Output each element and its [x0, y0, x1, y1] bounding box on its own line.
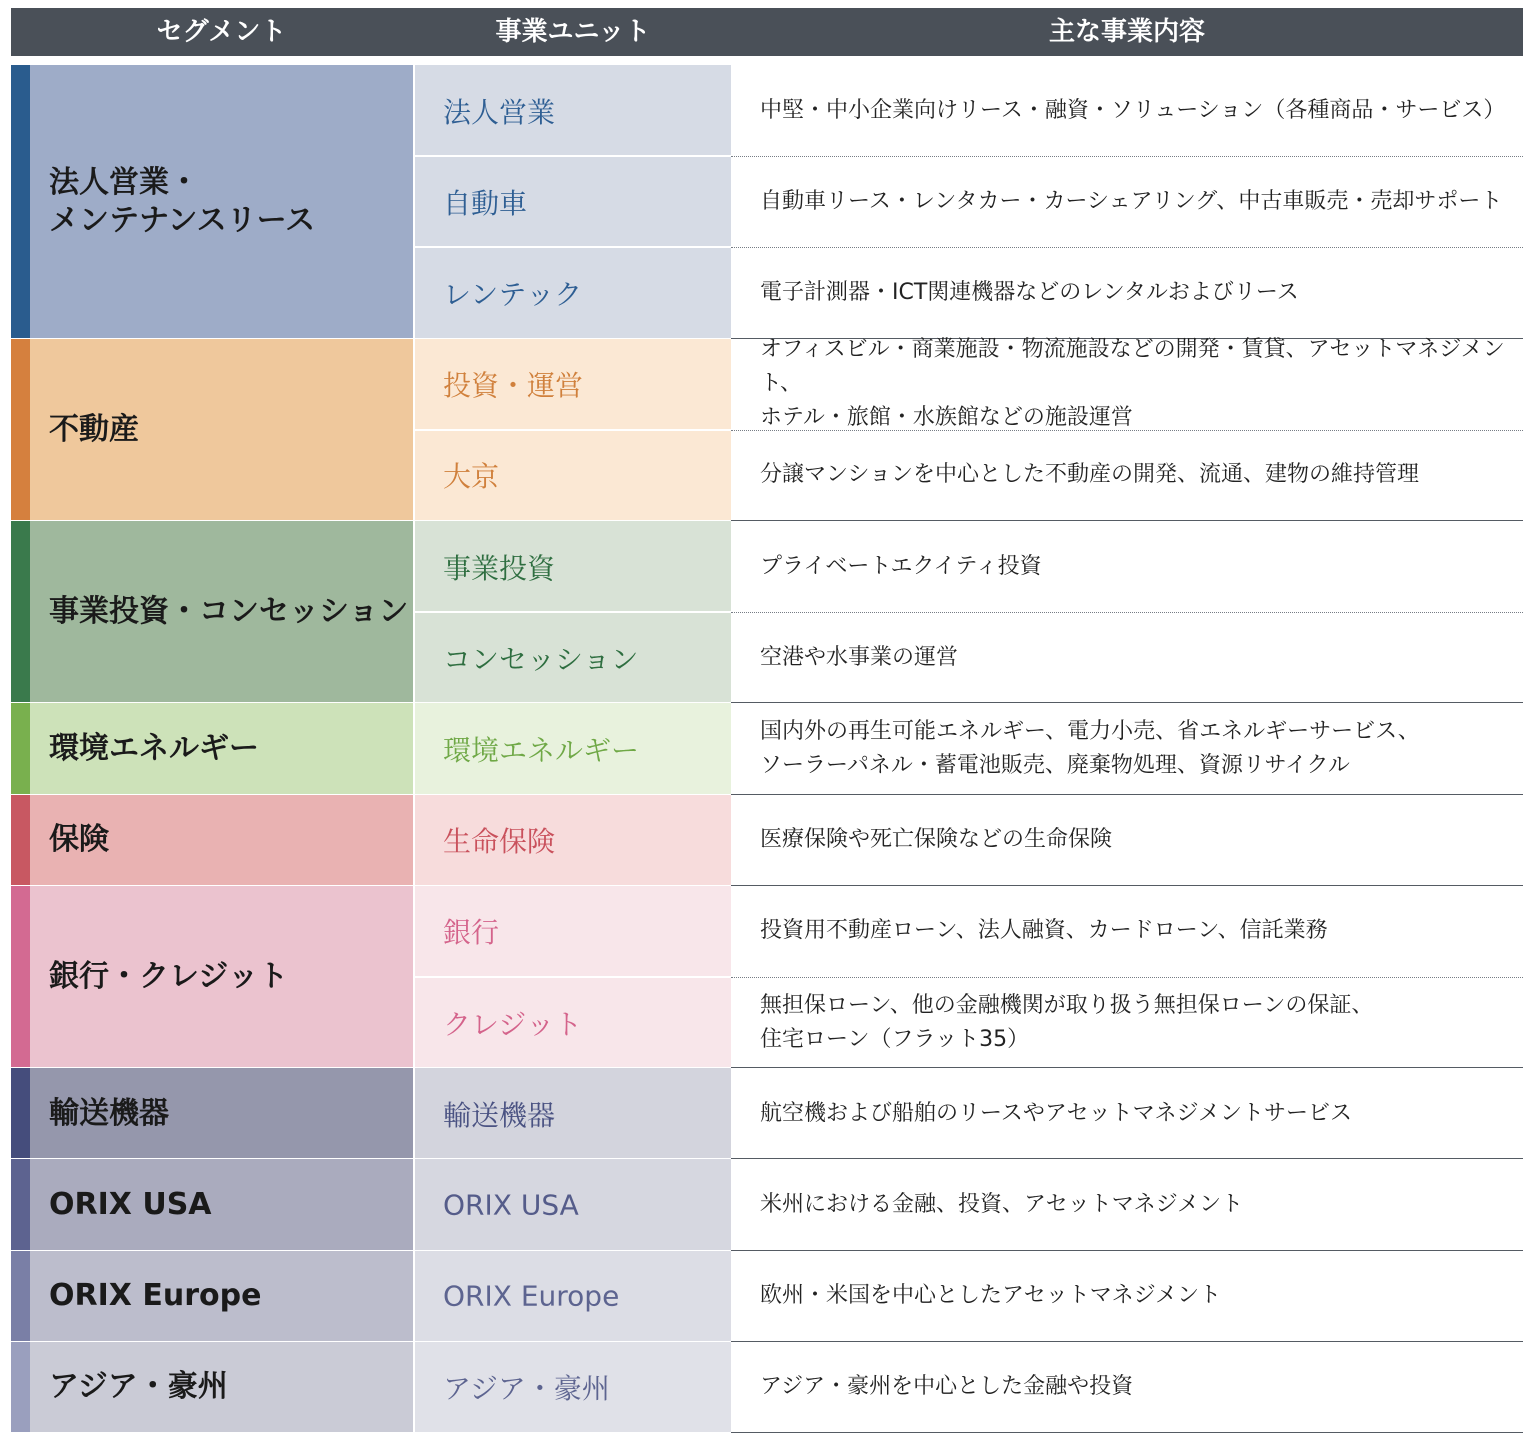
segment-label: 法人営業・ メンテナンスリース	[49, 164, 316, 238]
segment-color-bar	[11, 703, 30, 794]
business-description-cell	[731, 612, 1523, 703]
business-unit-cell	[415, 1159, 731, 1250]
business-unit-label: レンテック	[443, 277, 583, 311]
business-description-cell	[731, 156, 1523, 247]
business-unit-cell	[415, 886, 731, 977]
business-description-cell	[731, 886, 1523, 977]
row-divider-dotted	[731, 247, 1523, 248]
segment-label: ORIX USA	[49, 1186, 212, 1222]
business-description-cell	[731, 521, 1523, 612]
unit-divider	[415, 976, 731, 978]
business-unit-cell	[415, 65, 731, 156]
business-unit-label: 銀行	[443, 916, 500, 950]
segment-cell	[11, 1068, 413, 1159]
row-divider-dotted	[731, 156, 1523, 157]
business-unit-cell	[415, 521, 731, 612]
segment-cell	[11, 1342, 413, 1433]
business-description-cell	[731, 430, 1523, 521]
segment-label: 銀行・クレジット	[49, 958, 289, 994]
business-description: 空港や水事業の運営	[760, 644, 959, 670]
business-description-cell	[731, 65, 1523, 156]
segment-label: 輸送機器	[49, 1095, 169, 1131]
segment-color-bar	[11, 339, 30, 521]
business-unit-cell	[415, 1251, 731, 1342]
business-description: 無担保ローン、他の金融機関が取り扱う無担保ローンの保証、 住宅ローン（フラット35）	[760, 992, 1374, 1052]
business-description: 米州における金融、投資、アセットマネジメント	[760, 1191, 1244, 1217]
business-description: プライベートエクイティ投資	[760, 553, 1042, 579]
segment-label: 保険	[49, 822, 109, 858]
segment-color-bar	[11, 65, 30, 339]
segment-cell	[11, 795, 413, 886]
unit-divider	[415, 155, 731, 157]
business-description: 自動車リース・レンタカー・カーシェアリング、中古車販売・売却サポート	[760, 188, 1503, 214]
business-description: 航空機および船舶のリースやアセットマネジメントサービス	[760, 1100, 1353, 1126]
header-business-unit: 事業ユニット	[495, 17, 651, 47]
business-description: 電子計測器・ICT関連機器などのレンタルおよびリース	[760, 279, 1299, 305]
business-unit-cell	[415, 703, 731, 794]
segment-cell	[11, 339, 413, 521]
segment-cell	[11, 886, 413, 1068]
business-description-cell	[731, 1159, 1523, 1250]
business-unit-label: コンセッション	[443, 642, 639, 676]
business-unit-label: 投資・運営	[443, 369, 584, 403]
segment-color-bar	[11, 1251, 30, 1342]
business-description-cell	[731, 247, 1523, 338]
business-unit-label: クレジット	[443, 1007, 583, 1041]
segment-cell	[11, 703, 413, 794]
business-unit-label: 事業投資	[443, 551, 556, 585]
row-divider-dotted	[731, 430, 1523, 431]
table-header	[11, 8, 1523, 56]
business-unit-cell	[415, 1068, 731, 1159]
business-description-cell	[731, 339, 1523, 430]
business-unit-label: 自動車	[443, 186, 528, 220]
business-description-cell	[731, 703, 1523, 794]
business-description: 中堅・中小企業向けリース・融資・ソリューション（各種商品・サービス）	[760, 97, 1506, 123]
business-description-cell	[731, 1251, 1523, 1342]
business-description: 国内外の再生可能エネルギー、電力小売、省エネルギーサービス、 ソーラーパネル・蓄電池販売、廃棄物処理、資源リサイクル	[760, 718, 1420, 778]
business-unit-label: 大京	[443, 460, 500, 494]
business-description-cell	[731, 795, 1523, 886]
header-main-business: 主な事業内容	[1048, 17, 1205, 47]
segment-label: 環境エネルギー	[49, 730, 259, 766]
segment-color-bar	[11, 1342, 30, 1433]
business-unit-label: 法人営業	[443, 95, 556, 129]
segment-color-bar	[11, 1068, 30, 1159]
row-divider-dotted	[731, 977, 1523, 978]
segment-cell	[11, 65, 413, 339]
unit-divider	[415, 246, 731, 248]
segment-color-bar	[11, 521, 30, 703]
segment-cell	[11, 521, 413, 703]
business-description-cell	[731, 1068, 1523, 1159]
segment-label: ORIX Europe	[49, 1278, 262, 1314]
business-description-cell	[731, 1342, 1523, 1433]
unit-divider	[415, 611, 731, 613]
segment-cell	[11, 1159, 413, 1250]
business-unit-label: 輸送機器	[443, 1098, 556, 1132]
business-unit-cell	[415, 247, 731, 338]
business-description: 分譲マンションを中心とした不動産の開発、流通、建物の維持管理	[760, 462, 1420, 488]
business-unit-label: 環境エネルギー	[443, 733, 640, 767]
segment-cell	[11, 1251, 413, 1342]
business-unit-label: 生命保険	[443, 825, 556, 859]
header-segment: セグメント	[156, 17, 287, 47]
business-unit-cell	[415, 795, 731, 886]
segment-color-bar	[11, 1159, 30, 1250]
segment-label: アジア・豪州	[49, 1369, 228, 1405]
group-divider-line	[731, 1432, 1523, 1433]
segment-label: 不動産	[49, 411, 139, 447]
business-unit-cell	[415, 430, 731, 521]
business-description: アジア・豪州を中心とした金融や投資	[760, 1374, 1134, 1400]
business-unit-cell	[415, 1342, 731, 1433]
segment-color-bar	[11, 795, 30, 886]
row-divider-dotted	[731, 612, 1523, 613]
segment-color-bar	[11, 886, 30, 1068]
unit-divider	[415, 429, 731, 431]
business-unit-label: ORIX Europe	[443, 1279, 620, 1313]
business-unit-cell	[415, 977, 731, 1068]
business-description: 欧州・米国を中心としたアセットマネジメント	[760, 1283, 1222, 1309]
business-description: 投資用不動産ローン、法人融資、カードローン、信託業務	[760, 918, 1328, 944]
business-unit-cell	[415, 156, 731, 247]
business-unit-label: ORIX USA	[443, 1188, 579, 1222]
business-description: 医療保険や死亡保険などの生命保険	[760, 827, 1113, 853]
segment-table	[11, 65, 1523, 1437]
business-description-cell	[731, 977, 1523, 1068]
business-unit-cell	[415, 612, 731, 703]
business-unit-label: アジア・豪州	[443, 1372, 610, 1406]
segment-label: 事業投資・コンセッション	[49, 594, 409, 630]
business-unit-cell	[415, 339, 731, 430]
business-description: オフィスビル・商業施設・物流施設などの開発・賃貸、アセットマネジメント、 ホテル・旅館・水族館などの施設運営	[760, 337, 1505, 431]
